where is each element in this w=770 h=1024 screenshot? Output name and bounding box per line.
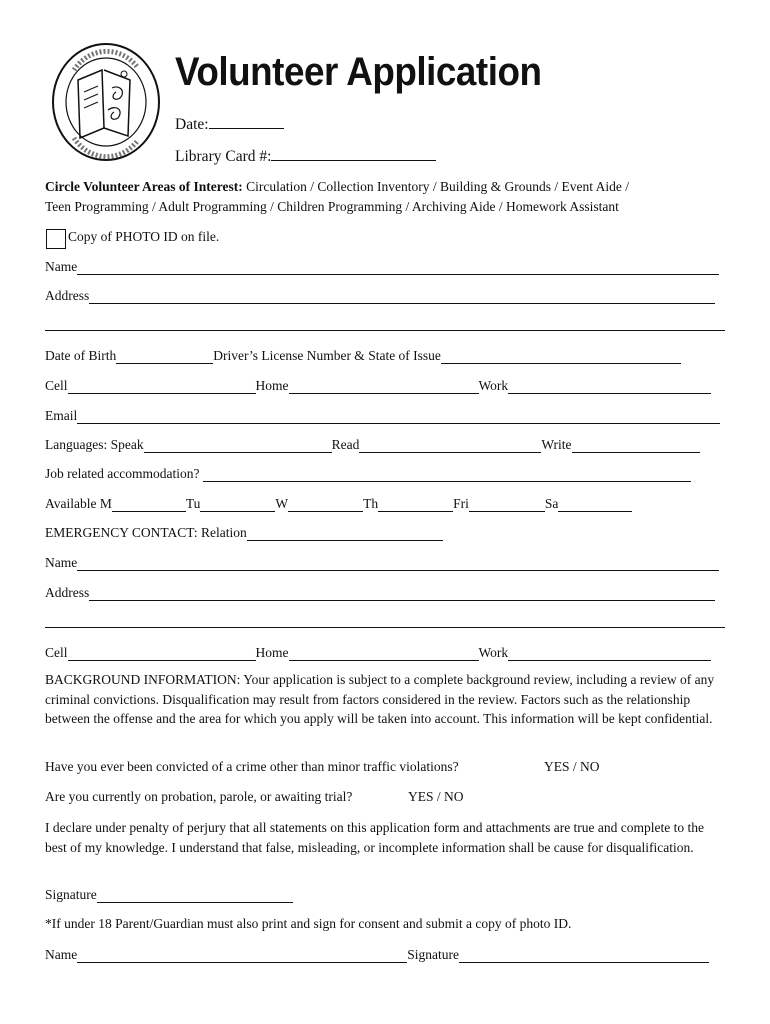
accommodation-label: Job related accommodation? — [45, 466, 200, 481]
languages-row — [45, 435, 700, 453]
emergency-relation-field[interactable] — [45, 523, 443, 541]
interests-label: Circle Volunteer Areas of Interest: — [45, 179, 243, 194]
library-card-label: Library Card #: — [175, 148, 272, 165]
guardian-signature-input[interactable] — [459, 949, 709, 963]
speak-label: Languages: Speak — [45, 437, 144, 452]
th-label: Th — [363, 496, 379, 511]
page-title: Volunteer Application — [175, 50, 542, 94]
photo-id-label: Copy of PHOTO ID on file. — [68, 229, 220, 244]
interests-line-1 — [45, 179, 629, 195]
phone-row — [45, 376, 711, 394]
signature-label: Signature — [45, 887, 97, 902]
probation-yes-no[interactable]: YES / NO — [408, 789, 464, 804]
emergency-address-line-2[interactable] — [45, 627, 725, 628]
fri-label: Fri — [453, 496, 469, 511]
fri-input[interactable] — [469, 498, 545, 512]
signature-field[interactable] — [45, 885, 293, 903]
probation-question: Are you currently on probation, parole, or awaiting trial? — [45, 789, 353, 804]
conviction-question: Have you ever been convicted of a crime other than minor traffic violations? — [45, 759, 459, 774]
read-input[interactable] — [359, 439, 541, 453]
emergency-address-field[interactable] — [45, 583, 715, 601]
w-label: W — [275, 496, 289, 511]
guardian-signature-label: Signature — [407, 947, 459, 962]
license-input[interactable] — [441, 350, 681, 364]
cell-label: Cell — [45, 378, 68, 393]
emergency-name-field[interactable] — [45, 553, 719, 571]
guardian-name-label: Name — [45, 947, 78, 962]
write-label: Write — [541, 437, 572, 452]
address-line-2[interactable] — [45, 330, 725, 331]
guardian-note: *If under 18 Parent/Guardian must also print and sign for consent and submit a copy of photo ID. — [45, 916, 572, 931]
write-input[interactable] — [572, 439, 700, 453]
interests-options-2: Teen Programming / Adult Programming / Children Programming / Archiving Aide / Homework Assistant — [45, 199, 619, 214]
emergency-home-label: Home — [255, 645, 289, 660]
work-input[interactable] — [508, 380, 711, 394]
accommodation-field[interactable] — [45, 464, 691, 482]
emergency-work-input[interactable] — [508, 647, 711, 661]
w-input[interactable] — [288, 498, 363, 512]
sa-label: Sa — [544, 496, 559, 511]
license-label: Driver’s License Number & State of Issue — [213, 348, 441, 363]
conviction-yes-no[interactable]: YES / NO — [544, 759, 600, 774]
address-label: Address — [45, 288, 90, 303]
tu-input[interactable] — [200, 498, 275, 512]
m-input[interactable] — [112, 498, 186, 512]
address-field[interactable] — [45, 286, 715, 304]
date-label: Date: — [175, 116, 209, 133]
home-input[interactable] — [289, 380, 479, 394]
sa-input[interactable] — [558, 498, 632, 512]
dob-license-row — [45, 346, 681, 364]
email-field[interactable] — [45, 406, 720, 424]
dob-label: Date of Birth — [45, 348, 117, 363]
declaration-paragraph: I declare under penalty of perjury that all statements on this application form and attachments are true and complete to the best of my knowledge. I understand that false, misleading, or incomplete information shall be cause for disqualification. — [45, 820, 705, 855]
speak-input[interactable] — [144, 439, 332, 453]
library-seal-logo — [50, 40, 162, 165]
emergency-cell-label: Cell — [45, 645, 68, 660]
dob-input[interactable] — [116, 350, 213, 364]
emergency-home-input[interactable] — [289, 647, 479, 661]
background-paragraph: BACKGROUND INFORMATION: Your application is subject to a complete background review, including a review of any criminal convictions. Disqualification may result from factors considered in the review. Factors such as the relationship between the offense and the area for which you apply will be taken into account. This information will be kept confidential. — [45, 672, 715, 726]
cell-input[interactable] — [68, 380, 256, 394]
date-field[interactable] — [175, 115, 284, 134]
guardian-row — [45, 945, 709, 963]
guardian-name-input[interactable] — [77, 949, 407, 963]
name-label: Name — [45, 259, 78, 274]
availability-row — [45, 494, 632, 512]
read-label: Read — [331, 437, 360, 452]
photo-id-checkbox[interactable] — [46, 229, 66, 249]
name-field[interactable] — [45, 257, 719, 275]
emergency-name-label: Name — [45, 555, 78, 570]
emergency-phone-row — [45, 643, 711, 661]
th-input[interactable] — [378, 498, 453, 512]
email-label: Email — [45, 408, 78, 423]
home-label: Home — [255, 378, 289, 393]
library-card-field[interactable] — [175, 147, 436, 166]
available-m-label: Available M — [45, 496, 112, 511]
interests-options-1: Circulation / Collection Inventory / Building & Grounds / Event Aide / — [246, 179, 629, 194]
emergency-address-label: Address — [45, 585, 90, 600]
tu-label: Tu — [185, 496, 201, 511]
emergency-relation-label: EMERGENCY CONTACT: Relation — [45, 525, 247, 540]
work-label: Work — [478, 378, 509, 393]
emergency-cell-input[interactable] — [68, 647, 256, 661]
emergency-work-label: Work — [478, 645, 509, 660]
